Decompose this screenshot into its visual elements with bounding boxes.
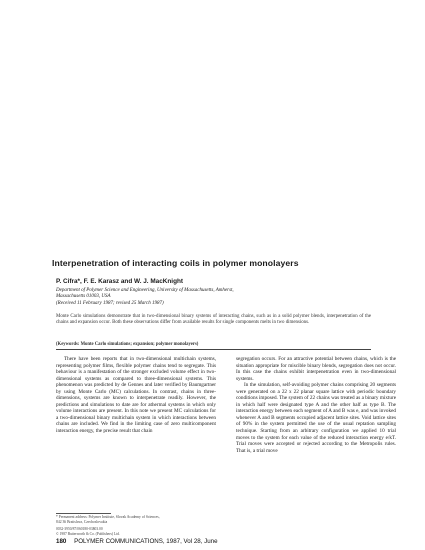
footnote-line: * Permanent address: Polymer Institute, Slovak Academy of Sciences, xyxy=(56,515,160,519)
footnote-divider xyxy=(56,513,111,514)
keywords: (Keywords: Monte Carlo simulations; expansion; polymer monolayers) xyxy=(56,342,199,347)
abstract: Monte Carlo simulations demonstrate that in two-dimensional binary systems of interacting chains, such as in a solid polymer blends, interpenetration of the chains and expansion occur. Both these observations differ from available results for single components melts in two dimensions. xyxy=(56,314,371,326)
received-dates: (Received 11 February 1987; revised 25 March 1987) xyxy=(56,300,164,306)
body-paragraph: There have been reports that in two-dimensional multichain systems, representing polymer films, flexible polymer chains tend to segregate. This behaviour is a manifestation of the stronger excluded volume effect in two-dimensional systems as compared to three-dimensional systems. This phenomenon was predicted by de Gennes and later verified by Baumgartner by using Monte Carlo (MC) calculations. In contrast, chains in three-dimensions, systems are known to interpenetrate readily. However, the predictions and simulations to date are for athermal systems in which only volume interactions are present. In this note we present MC calculations for a two-dimensional binary multichain system in which interactions between chains are included. We find in the limiting case of zero multicomponent interaction energy, the precise result that chain xyxy=(56,356,216,435)
affiliation-line: Massachusetts 01003, USA xyxy=(56,294,111,300)
affiliation-line: Department of Polymer Science and Engineering, University of Massachusetts, Amherst, xyxy=(56,288,234,293)
article-title: Interpenetration of interacting coils in polymer monolayers xyxy=(52,258,299,268)
footnote xyxy=(56,515,176,524)
page-number: 180 xyxy=(56,538,67,545)
issn-code: 0032-3950/87/060180-03$03.00 xyxy=(56,527,103,531)
footnote-line: 842 36 Bratislava, Czechoslovakia xyxy=(56,519,108,524)
affiliation-block xyxy=(56,288,356,307)
body-column-right xyxy=(236,356,396,454)
body-column-left xyxy=(56,356,216,435)
body-paragraph: In the simulation, self-avoiding polymer chains comprising 20 segments were generated on a 22 x 22 planar square lattice with periodic boundary conditions imposed. The system of 22 chains was treated as a binary mixture in which half were designated type A and the other half as type B. The interaction energy between each segment of A and B was e, and was invoked whenever A and B segments occupied adjacent lattice sites. Void lattice sites of 90% in the system permitted the use of the usual reptation sampling technique. Starting from an arbitrary configuration we applied 10 trial moves to the system for each value of the reduced interaction energy e/kT. Trial moves were accepted or rejected according to the Metropolis rules. That is, a trial move xyxy=(236,382,396,454)
running-footer xyxy=(56,538,376,545)
journal-citation: POLYMER COMMUNICATIONS, 1987, Vol 28, June xyxy=(74,538,218,545)
section-divider xyxy=(56,349,371,350)
copyright-line: © 1987 Butterworth & Co. (Publishers) Ltd. xyxy=(56,531,120,536)
copyright-block xyxy=(56,527,176,536)
author-list: P. Cifra*, F. E. Karasz and W. J. MacKnight xyxy=(56,278,184,285)
body-paragraph: segregation occurs. For an attractive potential between chains, which is the situation appropriate for miscible binary blends, segregation does not occur. In this case the chains exhibit interpenetration even in two-dimensional systems. xyxy=(236,356,396,382)
